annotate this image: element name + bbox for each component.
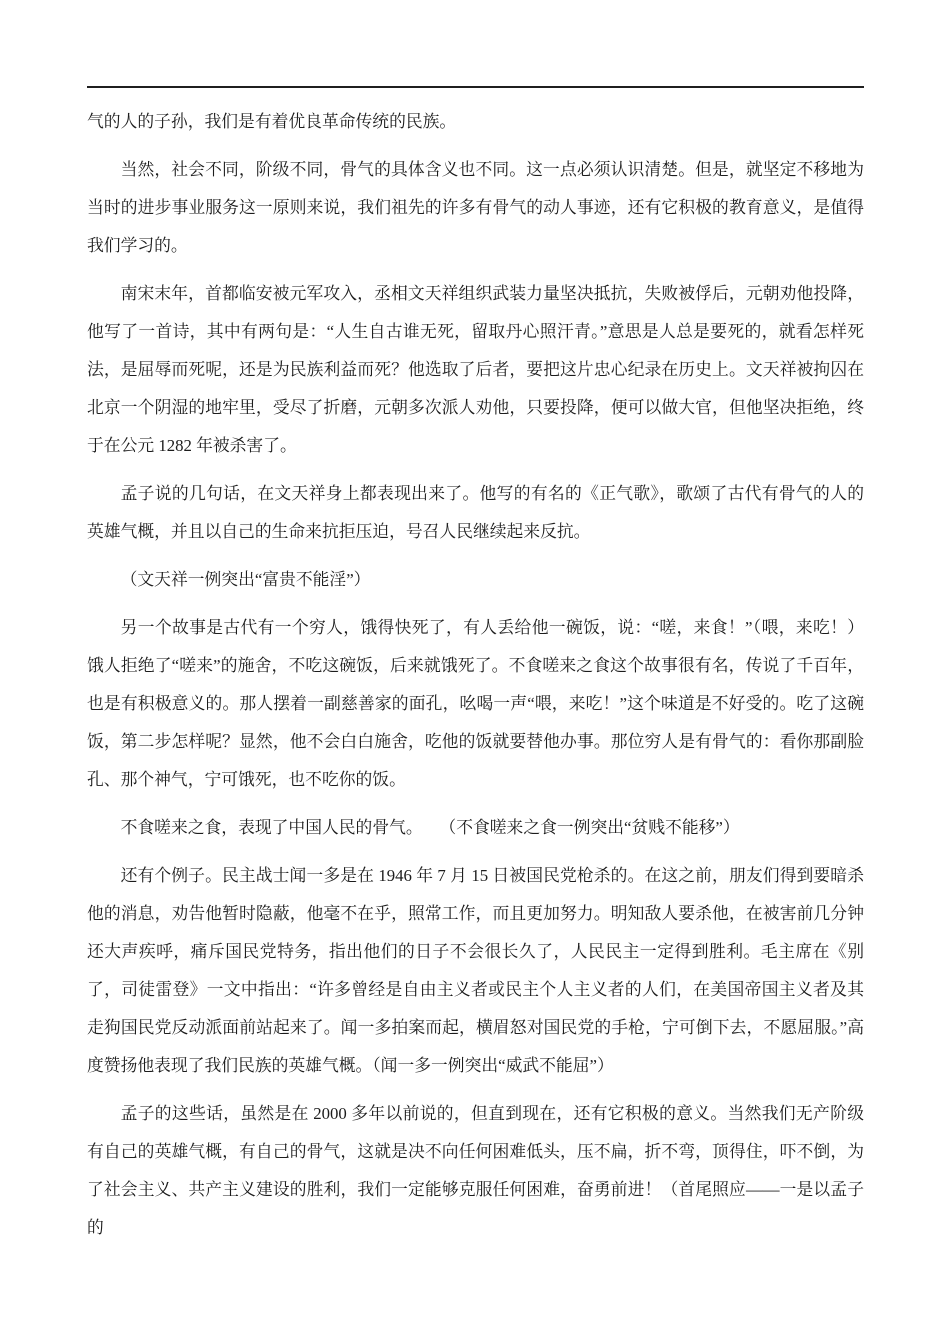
paragraph-7-annotation: 不食嗟来之食，表现了中国人民的骨气。 （不食嗟来之食一例突出“贫贱不能移”） <box>120 818 740 837</box>
paragraph-6: 另一个故事是古代有一个穷人，饿得快死了，有人丢给他一碗饭，说：“嗟，来食！”（喂，来吃！）饿人拒绝了“嗟来”的施舍，不吃这碗饭，后来就饿死了。不食嗟来之食这个故事很有名，传说了千百年，也是有积极意义的。那人摆着一副慈善家的面孔，吆喝一声“喂，来吃！”这个味道是不好受的。吃了这碗饭，第二步怎样呢？显然，他不会白白施舍，吃他的饭就要替他办事。那位穷人是有骨气的：看你那副脸孔、那个神气，宁可饿死，也不吃你的饭。 <box>87 618 864 789</box>
paragraph-5-annotation: （文天祥一例突出“富贵不能淫”） <box>120 570 371 589</box>
header-separator-rule <box>87 86 864 88</box>
paragraph-9: 孟子的这些话，虽然是在 2000 多年以前说的，但直到现在，还有它积极的意义。当然我们无产阶级有自己的英雄气概，有自己的骨气，这就是决不向任何困难低头，压不扁，折不弯，顶得住，吓不倒，为了社会主义、共产主义建设的胜利，我们一定能够克服任何困难，奋勇前进！（首尾照应——一是以孟子的 <box>87 1104 864 1237</box>
paragraph-8: 还有个例子。民主战士闻一多是在 1946 年 7 月 15 日被国民党枪杀的。在这之前，朋友们得到要暗杀他的消息，劝告他暂时隐蔽，他毫不在乎，照常工作，而且更加努力。明知敌人要杀他，在被害前几分钟还大声疾呼，痛斥国民党特务，指出他们的日子不会很长久了，人民民主一定得到胜利。毛主席在《别了，司徒雷登》一文中指出：“许多曾经是自由主义者或民主个人主义者的人们，在美国帝国主义者及其走狗国民党反动派面前站起来了。闻一多拍案而起，横眉怒对国民党的手枪，宁可倒下去，不愿屈服。”高度赞扬他表现了我们民族的英雄气概。（闻一多一例突出“威武不能屈”） <box>87 866 864 1075</box>
paragraph-3: 南宋末年，首都临安被元军攻入，丞相文天祥组织武装力量坚决抵抗，失败被俘后，元朝劝他投降，他写了一首诗，其中有两句是：“人生自古谁无死，留取丹心照汗青。”意思是人总是要死的，就看怎样死法，是屈辱而死呢，还是为民族利益而死？他选取了后者，要把这片忠心纪录在历史上。文天祥被拘囚在北京一个阴湿的地牢里，受尽了折磨，元朝多次派人劝他，只要投降，便可以做大官，但他坚决拒绝，终于在公元 1282 年被杀害了。 <box>87 284 864 455</box>
paragraph-2: 当然，社会不同，阶级不同，骨气的具体含义也不同。这一点必须认识清楚。但是，就坚定不移地为当时的进步事业服务这一原则来说，我们祖先的许多有骨气的动人事迹，还有它积极的教育意义，是值得我们学习的。 <box>87 160 864 255</box>
paragraph-4: 孟子说的几句话，在文天祥身上都表现出来了。他写的有名的《正气歌》，歌颂了古代有骨气的人的英雄气概，并且以自己的生命来抗拒压迫，号召人民继续起来反抗。 <box>87 484 864 541</box>
document-body <box>87 103 864 1257</box>
paragraph-1: 气的人的子孙，我们是有着优良革命传统的民族。 <box>87 112 457 131</box>
